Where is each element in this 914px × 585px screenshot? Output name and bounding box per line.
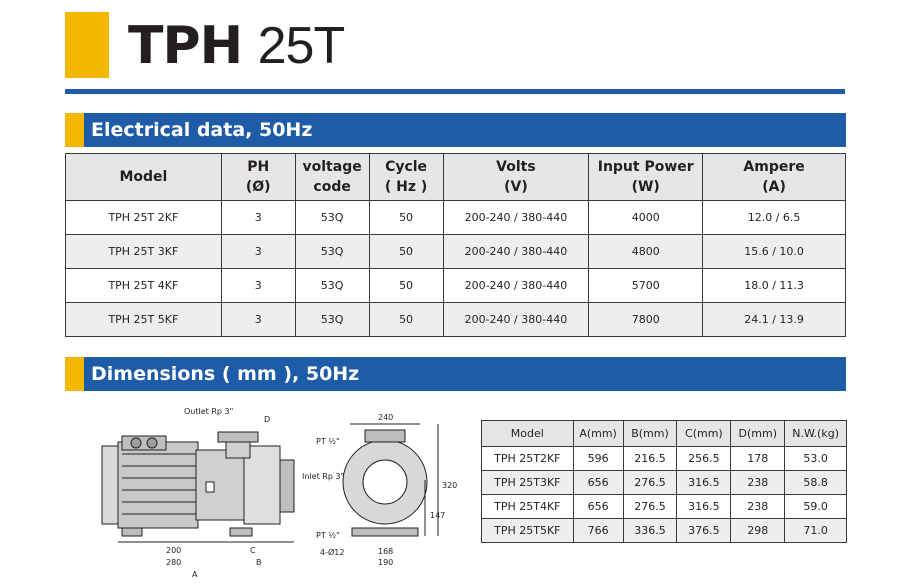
table-cell: 596 — [573, 447, 623, 471]
dimensions-section-title: Dimensions ( mm ), 50Hz — [91, 363, 360, 385]
table-row — [66, 201, 846, 235]
dim-d-label: D — [264, 415, 271, 424]
table-cell: 12.0 / 6.5 — [703, 201, 846, 235]
section-accent — [65, 113, 84, 147]
table-cell: 7800 — [589, 303, 703, 337]
table-cell: 200-240 / 380-440 — [443, 201, 589, 235]
table-cell: TPH 25T3KF — [482, 471, 574, 495]
pt-top-label: PT ½" — [316, 437, 340, 446]
table-cell: TPH 25T 5KF — [66, 303, 222, 337]
table-row — [66, 269, 846, 303]
dim-280-label: 280 — [166, 558, 182, 567]
pump-front-view — [343, 424, 438, 536]
table-cell: 53Q — [295, 235, 369, 269]
table-cell: 53Q — [295, 303, 369, 337]
column-header: C(mm) — [677, 421, 731, 447]
electrical-data-table — [65, 153, 846, 337]
column-header: voltage code — [295, 154, 369, 201]
table-cell: 58.8 — [785, 471, 847, 495]
table-cell: 18.0 / 11.3 — [703, 269, 846, 303]
table-header-row — [482, 421, 847, 447]
table-cell: 216.5 — [623, 447, 677, 471]
column-header: Volts (V) — [443, 154, 589, 201]
column-header: Model — [66, 154, 222, 201]
section-accent — [65, 357, 84, 391]
table-cell: 71.0 — [785, 519, 847, 543]
table-cell: 50 — [369, 303, 443, 337]
table-header-row — [66, 154, 846, 201]
table-cell: 766 — [573, 519, 623, 543]
table-cell: 200-240 / 380-440 — [443, 269, 589, 303]
table-cell: 256.5 — [677, 447, 731, 471]
inlet-label: Inlet Rp 3" — [302, 472, 345, 481]
table-cell: 15.6 / 10.0 — [703, 235, 846, 269]
pump-dimension-drawing — [80, 402, 475, 582]
dim-b-label: B — [256, 558, 262, 567]
table-cell: 656 — [573, 471, 623, 495]
table-cell: 656 — [573, 495, 623, 519]
dim-190-label: 190 — [378, 558, 394, 567]
table-cell: 316.5 — [677, 471, 731, 495]
table-cell: 59.0 — [785, 495, 847, 519]
table-cell: 238 — [731, 471, 785, 495]
table-row — [482, 471, 847, 495]
dim-a-label: A — [192, 570, 198, 579]
table-cell: 200-240 / 380-440 — [443, 303, 589, 337]
column-header: D(mm) — [731, 421, 785, 447]
column-header: Input Power (W) — [589, 154, 703, 201]
table-cell: 53.0 — [785, 447, 847, 471]
dim-c-label: C — [250, 546, 256, 555]
table-cell: 200-240 / 380-440 — [443, 235, 589, 269]
holes-label: 4-Ø12 — [320, 548, 345, 557]
column-header: Cycle ( Hz ) — [369, 154, 443, 201]
table-row — [482, 495, 847, 519]
dim-168-label: 168 — [378, 547, 394, 556]
table-cell: 3 — [221, 269, 295, 303]
dim-200-label: 200 — [166, 546, 182, 555]
table-cell: TPH 25T2KF — [482, 447, 574, 471]
table-cell: TPH 25T5KF — [482, 519, 574, 543]
table-cell: 3 — [221, 303, 295, 337]
table-cell: 4000 — [589, 201, 703, 235]
table-cell: 53Q — [295, 269, 369, 303]
dim-147-label: 147 — [430, 511, 446, 520]
table-cell: 3 — [221, 201, 295, 235]
table-cell: TPH 25T 3KF — [66, 235, 222, 269]
column-header: B(mm) — [623, 421, 677, 447]
pt-bottom-label: PT ½" — [316, 531, 340, 540]
table-cell: 50 — [369, 269, 443, 303]
page-title — [128, 14, 344, 78]
table-cell: TPH 25T 2KF — [66, 201, 222, 235]
table-row — [482, 447, 847, 471]
column-header: PH (Ø) — [221, 154, 295, 201]
dimensions-section-header — [65, 357, 846, 391]
table-cell: 276.5 — [623, 495, 677, 519]
table-cell: 316.5 — [677, 495, 731, 519]
electrical-section-header — [65, 113, 846, 147]
column-header: A(mm) — [573, 421, 623, 447]
pump-side-view — [102, 432, 294, 542]
table-cell: 276.5 — [623, 471, 677, 495]
title-model-size: 25T — [257, 17, 345, 75]
title-model-series: TPH — [128, 16, 243, 76]
column-header: Ampere (A) — [703, 154, 846, 201]
table-row — [66, 303, 846, 337]
table-cell: 298 — [731, 519, 785, 543]
dimensions-table — [481, 420, 847, 543]
table-cell: TPH 25T4KF — [482, 495, 574, 519]
table-cell: 336.5 — [623, 519, 677, 543]
table-cell: 50 — [369, 201, 443, 235]
table-cell: 238 — [731, 495, 785, 519]
electrical-section-title: Electrical data, 50Hz — [91, 119, 313, 141]
dim-240-label: 240 — [378, 413, 394, 422]
table-cell: 376.5 — [677, 519, 731, 543]
outlet-label: Outlet Rp 3" — [184, 407, 234, 416]
table-cell: 50 — [369, 235, 443, 269]
dim-320-label: 320 — [442, 481, 458, 490]
table-cell: TPH 25T 4KF — [66, 269, 222, 303]
table-cell: 3 — [221, 235, 295, 269]
title-accent-block — [65, 12, 109, 78]
table-cell: 5700 — [589, 269, 703, 303]
title-divider — [65, 89, 845, 94]
table-row — [66, 235, 846, 269]
table-cell: 24.1 / 13.9 — [703, 303, 846, 337]
table-row — [482, 519, 847, 543]
table-cell: 53Q — [295, 201, 369, 235]
table-cell: 4800 — [589, 235, 703, 269]
column-header: N.W.(kg) — [785, 421, 847, 447]
table-cell: 178 — [731, 447, 785, 471]
column-header: Model — [482, 421, 574, 447]
